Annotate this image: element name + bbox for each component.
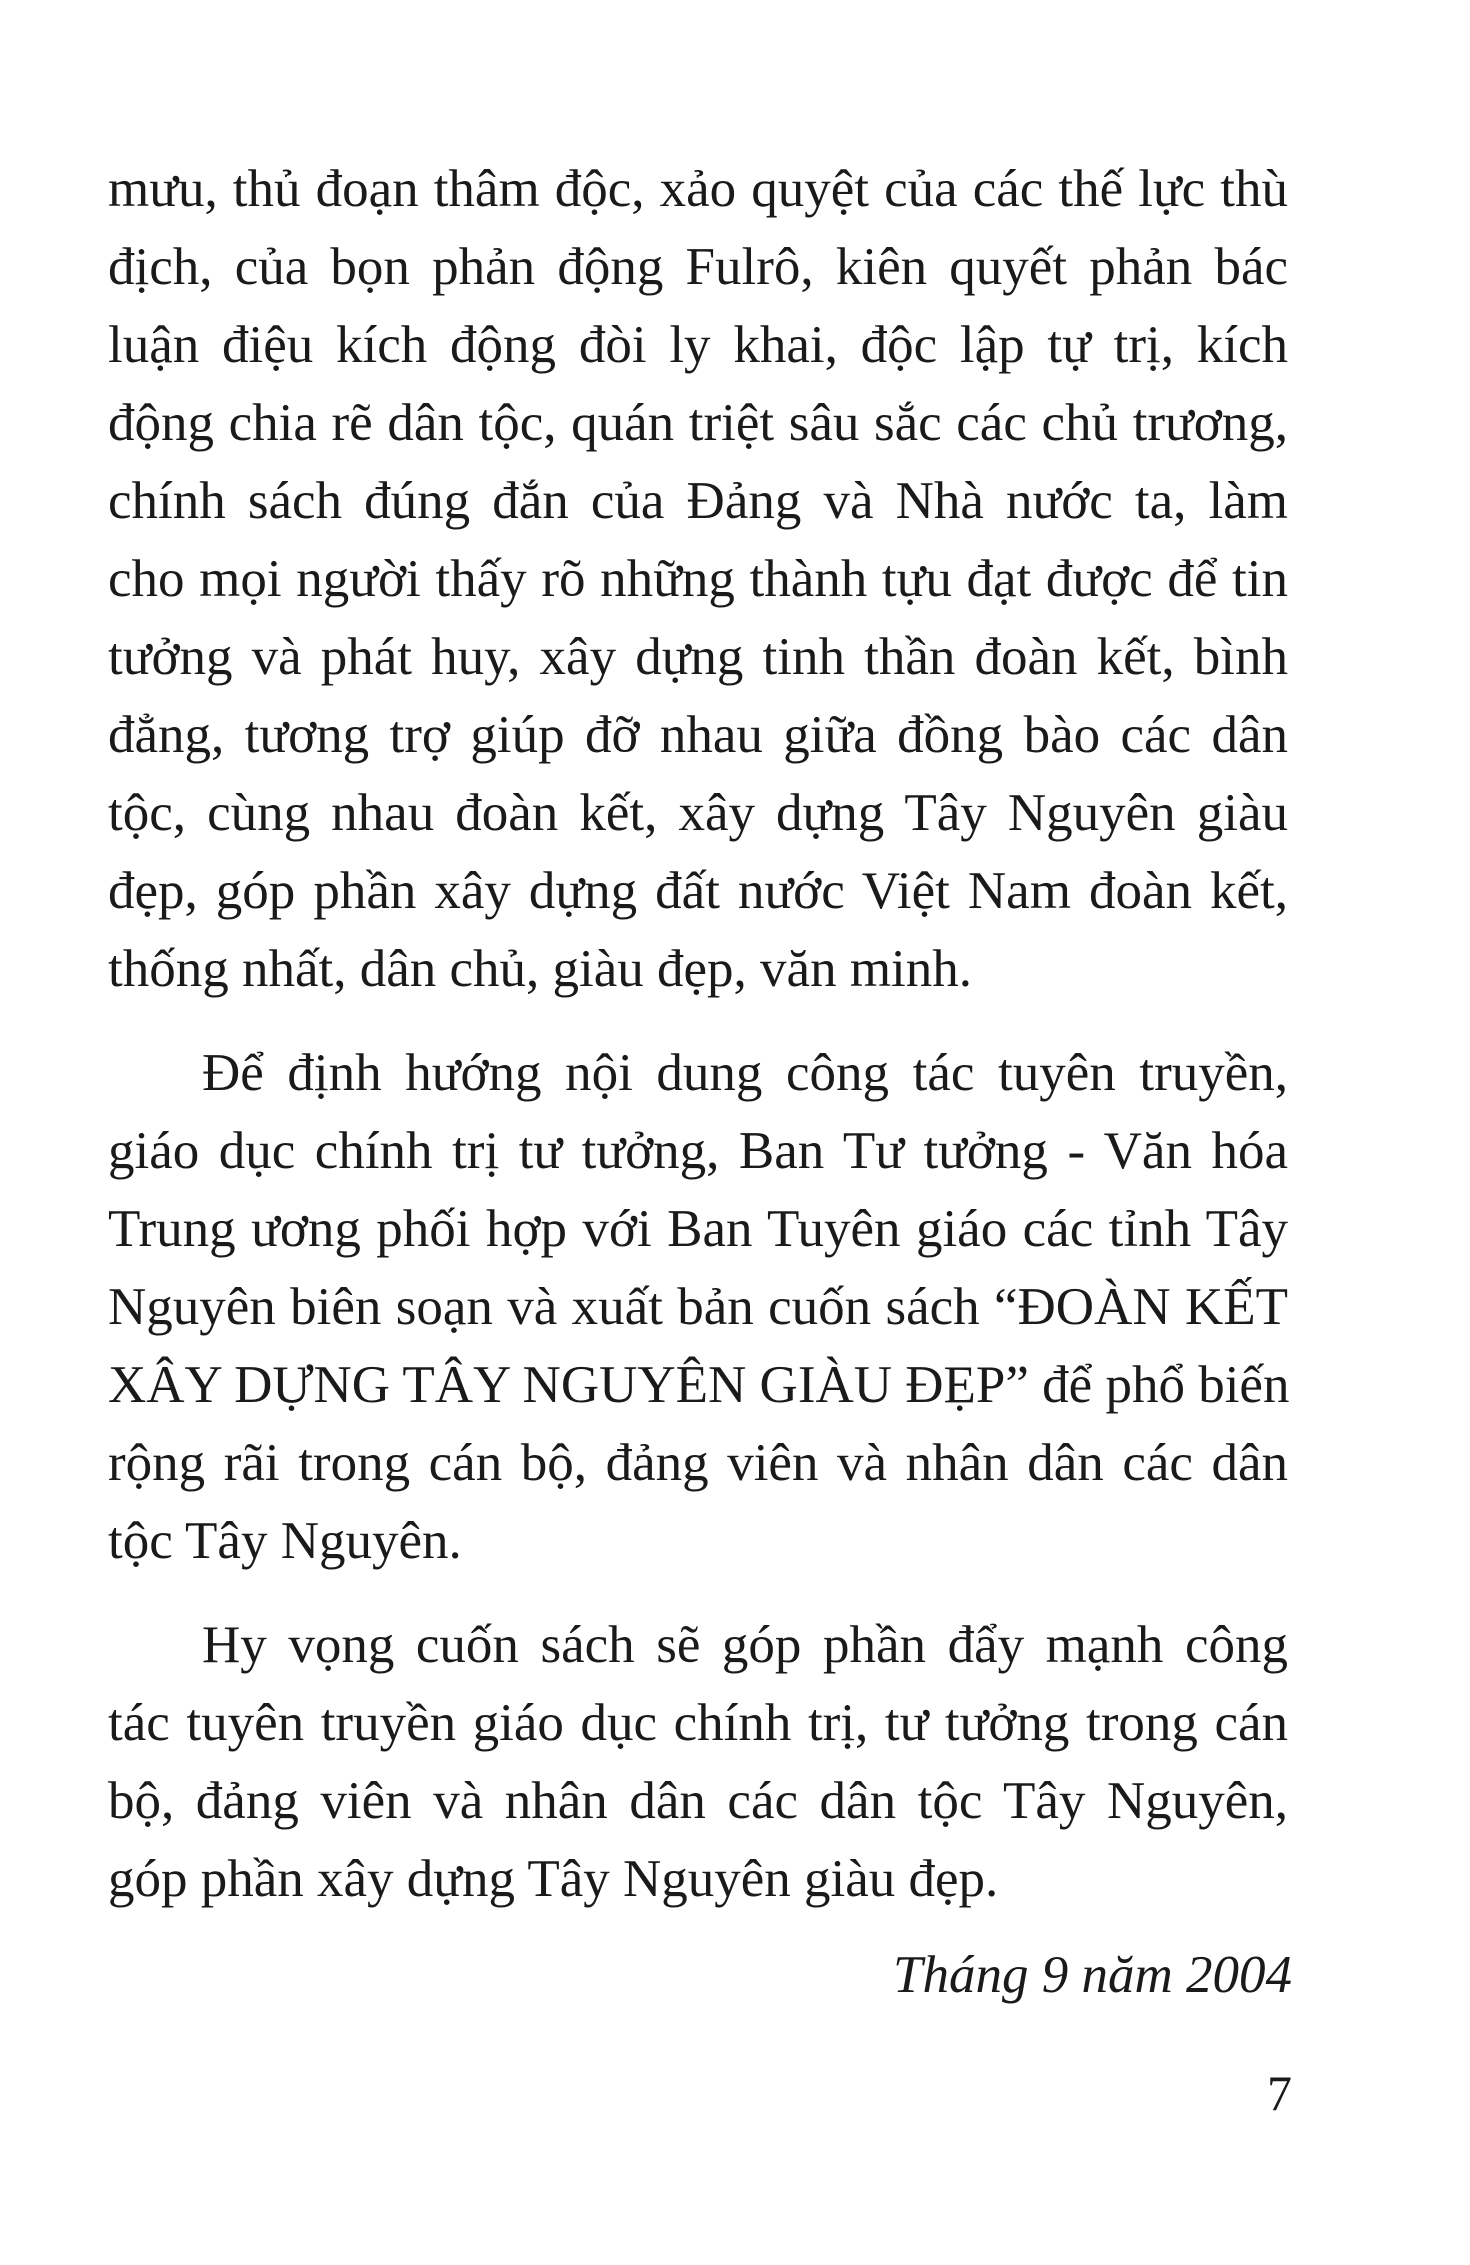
text-line: động chia rẽ dân tộc, quán triệt sâu sắc các chủ trương, bbox=[108, 394, 1288, 452]
text-line: đẳng, tương trợ giúp đỡ nhau giữa đồng bào các dân bbox=[108, 706, 1288, 764]
text-line: Hy vọng cuốn sách sẽ góp phần đẩy mạnh công bbox=[202, 1616, 1288, 1674]
text-line: tộc, cùng nhau đoàn kết, xây dựng Tây Nguyên giàu bbox=[108, 784, 1288, 842]
text-line: XÂY DỰNG TÂY NGUYÊN GIÀU ĐẸP” để phổ biến bbox=[108, 1356, 1290, 1414]
text-line: góp phần xây dựng Tây Nguyên giàu đẹp. bbox=[108, 1850, 999, 1908]
text-line: mưu, thủ đoạn thâm độc, xảo quyệt của các thế lực thù bbox=[108, 160, 1288, 218]
text-line: cho mọi người thấy rõ những thành tựu đạt được để tin bbox=[108, 550, 1288, 608]
text-line: địch, của bọn phản động Fulrô, kiên quyết phản bác bbox=[108, 238, 1288, 296]
paragraph-3 bbox=[108, 1606, 1288, 1918]
text-line: đẹp, góp phần xây dựng đất nước Việt Nam đoàn kết, bbox=[108, 862, 1288, 920]
text-line: Trung ương phối hợp với Ban Tuyên giáo các tỉnh Tây bbox=[108, 1200, 1288, 1258]
text-line: tưởng và phát huy, xây dựng tinh thần đoàn kết, bình bbox=[108, 628, 1288, 686]
text-line: bộ, đảng viên và nhân dân các dân tộc Tây Nguyên, bbox=[108, 1772, 1288, 1830]
text-line: rộng rãi trong cán bộ, đảng viên và nhân dân các dân bbox=[108, 1434, 1288, 1492]
text-line: giáo dục chính trị tư tưởng, Ban Tư tưởng - Văn hóa bbox=[108, 1122, 1288, 1180]
text-line: Để định hướng nội dung công tác tuyên truyền, bbox=[202, 1044, 1288, 1102]
paragraph-2 bbox=[108, 1034, 1288, 1580]
signature-date: Tháng 9 năm 2004 bbox=[892, 1946, 1292, 2004]
text-line: chính sách đúng đắn của Đảng và Nhà nước ta, làm bbox=[108, 472, 1288, 530]
paragraph-1 bbox=[108, 150, 1288, 1008]
text-line: luận điệu kích động đòi ly khai, độc lập tự trị, kích bbox=[108, 316, 1288, 374]
page-body bbox=[108, 150, 1288, 1918]
text-line: thống nhất, dân chủ, giàu đẹp, văn minh. bbox=[108, 940, 973, 998]
text-line: tộc Tây Nguyên. bbox=[108, 1512, 462, 1570]
page-number: 7 bbox=[1267, 2065, 1292, 2121]
text-line: tác tuyên truyền giáo dục chính trị, tư tưởng trong cán bbox=[108, 1694, 1288, 1752]
text-line: Nguyên biên soạn và xuất bản cuốn sách “ĐOÀN KẾT bbox=[108, 1278, 1288, 1336]
